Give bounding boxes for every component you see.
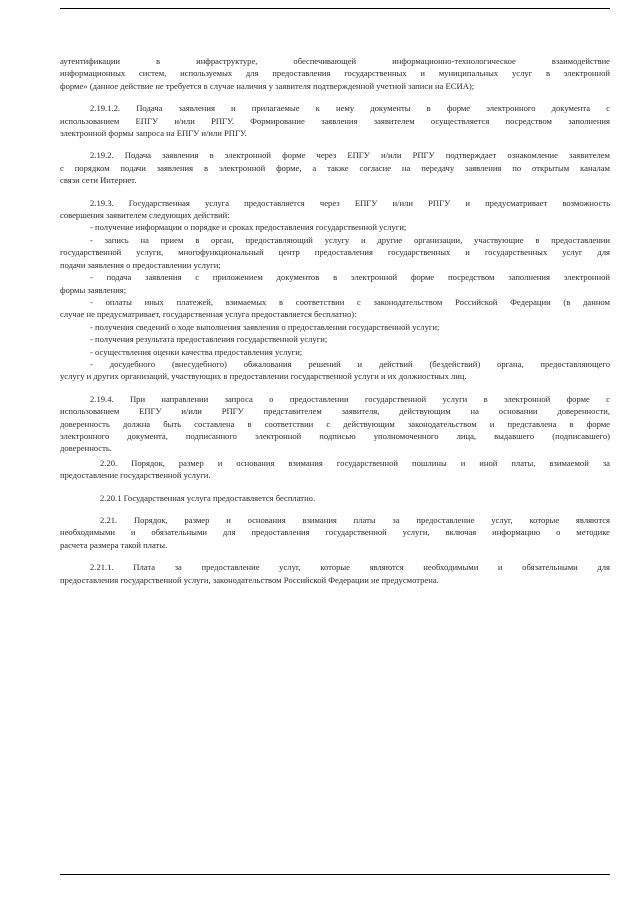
text-line: 2.21. Порядок, размер и основания взимания платы за предоставление услуг, которые являются [100, 515, 610, 525]
document-body [60, 55, 610, 596]
paragraph-2-21 [60, 514, 610, 551]
text-line: доверенность должна быть составлена в соответствии с действующим законодательством и представлена в форме [60, 418, 610, 429]
text-line: 2.19.4. При направлении запроса о предоставлении государственной услуги в электронной форме с [90, 393, 610, 404]
text-line: предоставления государственной услуги, законодательством Российской Федерации не предусмотрена. [60, 574, 439, 585]
list-item: - получения результата предоставления государственной услуги; [90, 334, 328, 345]
text-line: доверенность. [60, 443, 112, 454]
text-line: 2.19.3. Государственная услуга предоставляется через ЕПГУ и/или РПГУ и предусматривает возможность [90, 197, 610, 208]
list-item: - получение информации о порядке и сроках предоставления государственной услуги; [90, 222, 407, 233]
text-line: 2.20.1 Государственная услуга предоставляется бесплатно. [100, 492, 316, 503]
paragraph-2-20-1 [60, 492, 610, 504]
text-line: расчета размера такой платы. [60, 539, 168, 550]
list-item: - осуществления оценки качества предоставления услуги; [90, 346, 303, 357]
top-rule [60, 8, 610, 9]
text-line: услугу и других организаций, участвующих в предоставлении государственной услуги и их должностных лиц. [60, 371, 467, 382]
text-line: электронной формы запроса на ЕПГУ и/или РПГУ. [60, 128, 247, 139]
text-line: государственной услуги, многофункциональный центр предоставления государственных и государственных услуг для [60, 247, 610, 258]
bottom-rule [60, 874, 610, 875]
paragraph-2-19-1-2 [60, 102, 610, 139]
text-line: с порядком подачи заявления в электронной форме, а также согласие на передачу заявления по открытым каналам [60, 162, 610, 173]
paragraph-2-19-2 [60, 149, 610, 186]
text-line: использованием ЕПГУ и/или РПГУ. Формирование заявления заявителем осуществляется посредством заполнения [60, 115, 610, 126]
text-line: 2.20. Порядок, размер и основания взимания государственной пошлины и иной платы, взимаемой за [100, 457, 610, 468]
list-item: - досудебного (внесудебного) обжалования решений и действий (бездействий) органа, предоставляющего [90, 358, 610, 369]
text-line: необходимыми и обязательными для предоставления государственной услуги, включая информацию о методике [60, 527, 610, 538]
text-line: связи сети Интернет. [60, 175, 137, 186]
list-item: - оплаты иных платежей, взимаемых в соответствии с законодательством Российской Федерации (в данном [90, 296, 610, 307]
text-line: форме» (данное действие не требуется в случае наличия у заявителя подтвержденной учетной записи на ЕСИА); [60, 80, 475, 91]
paragraph-authentication [60, 55, 610, 92]
paragraph-2-20 [60, 457, 610, 482]
paragraph-2-21-1 [60, 561, 610, 586]
text-line: 2.19.2. Подача заявления в электронной форме через ЕПГУ и/или РПГУ подтверждает ознакомление заявителем [90, 150, 610, 161]
paragraph-2-19-4 [60, 393, 610, 455]
text-line: подачи заявления о предоставлении услуги; [60, 259, 221, 270]
text-line: электронного документа, подписанного электронной подписью уполномоченного лица, выдавшего (подписавшего) [60, 430, 610, 441]
text-line: предоставление государственной услуги. [60, 470, 211, 481]
list-item: - подача заявления с приложением документов в электронной форме посредством заполнения электронной [90, 272, 610, 283]
text-line: 2.21.1. Плата за предоставление услуг, которые являются необходимыми и обязательными для [90, 562, 610, 573]
text-line: 2.19.1.2. Подача заявления и прилагаемые к нему документы в форме электронного документа с [90, 103, 610, 114]
text-line: случае не предусматривает, государственная услуга предоставляется бесплатно): [60, 309, 357, 320]
paragraph-2-19-3 [60, 197, 610, 383]
text-line: аутентификации в инфраструктуре, обеспечивающей информационно-технологическое взаимодействие [60, 56, 610, 66]
text-line: совершения заявителем следующих действий: [60, 210, 230, 221]
text-line: информационных систем, используемых для предоставления государственных и муниципальных услуг в электронной [60, 68, 610, 79]
text-line: формы заявления; [60, 284, 127, 295]
text-line: использованием ЕПГУ и/или РПГУ представителем заявителя, действующим на основании доверенности, [60, 406, 610, 417]
list-item: - получения сведений о ходе выполнения заявления о предоставлении государственной услуги; [90, 321, 440, 332]
list-item: - запись на прием в орган, предоставляющий услугу и другие организации, участвующие в предоставлении [90, 234, 610, 245]
